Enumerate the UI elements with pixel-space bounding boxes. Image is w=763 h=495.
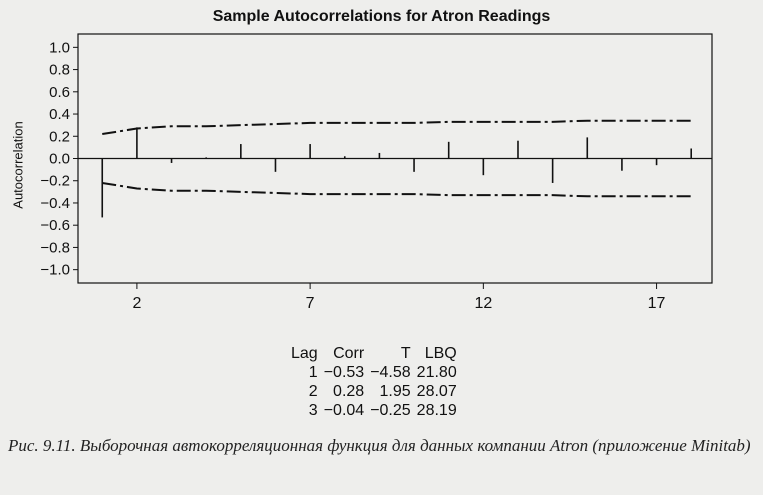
stats-cell: −0.04 bbox=[323, 402, 365, 419]
stats-header-t: T bbox=[400, 345, 411, 362]
y-tick-label: 0.0 bbox=[49, 150, 70, 168]
stats-header-corr: Corr bbox=[333, 345, 365, 362]
y-tick-label: 1.0 bbox=[49, 39, 70, 57]
stats-row bbox=[288, 401, 460, 420]
stats-cell: 1 bbox=[308, 364, 318, 381]
stats-row bbox=[288, 363, 460, 382]
stats-header-lag: Lag bbox=[291, 345, 318, 362]
stats-cell: −4.58 bbox=[370, 364, 411, 381]
stats-cell: 2 bbox=[308, 383, 318, 400]
stats-cell: 21.80 bbox=[416, 364, 457, 381]
figure-caption: Рис. 9.11. Выборочная автокорреляционная функция для данных компании Atron (приложение Minitab) bbox=[8, 436, 751, 455]
y-tick-label: 0.4 bbox=[49, 106, 70, 124]
y-tick-label: −0.4 bbox=[40, 194, 70, 212]
y-axis-label: Autocorrelation bbox=[10, 121, 26, 209]
stats-cell: 28.19 bbox=[416, 402, 457, 419]
stats-header-row bbox=[288, 344, 460, 363]
upper-significance-limit bbox=[102, 121, 691, 134]
stats-cell: −0.53 bbox=[323, 364, 365, 381]
stats-cell: −0.25 bbox=[370, 402, 411, 419]
stats-cell: 28.07 bbox=[416, 383, 457, 400]
x-tick-label: 17 bbox=[647, 295, 666, 312]
x-tick-label: 2 bbox=[132, 295, 142, 312]
y-tick-label: −0.6 bbox=[40, 217, 70, 235]
lower-significance-limit bbox=[102, 183, 691, 196]
y-tick-label: 0.6 bbox=[49, 83, 70, 101]
x-tick-label: 7 bbox=[305, 295, 315, 312]
stats-header-lbq: LBQ bbox=[424, 345, 457, 362]
stats-cell: 0.28 bbox=[333, 383, 365, 400]
stats-cell: 3 bbox=[308, 402, 318, 419]
y-tick-label: −1.0 bbox=[40, 261, 70, 279]
x-tick-label: 12 bbox=[474, 295, 493, 312]
stats-cell: 1.95 bbox=[379, 383, 411, 400]
stats-row bbox=[288, 382, 460, 401]
acf-stats-table bbox=[288, 344, 460, 420]
y-tick-label: 0.2 bbox=[49, 128, 70, 146]
y-tick-label: 0.8 bbox=[49, 61, 70, 79]
y-tick-label: −0.2 bbox=[40, 172, 70, 190]
chart-title: Sample Autocorrelations for Atron Readings bbox=[212, 8, 551, 25]
y-tick-label: −0.8 bbox=[40, 239, 70, 257]
